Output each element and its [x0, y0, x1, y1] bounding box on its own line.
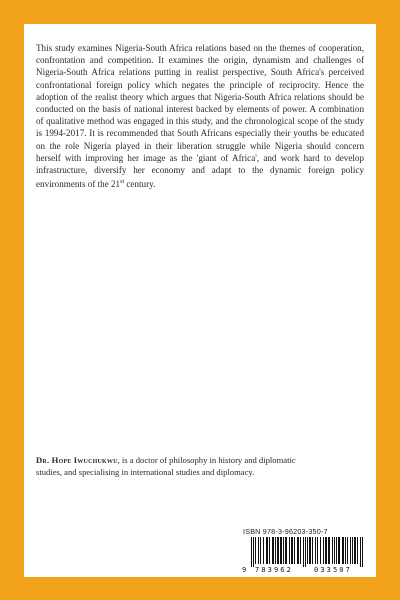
barcode-bar	[315, 537, 316, 564]
barcode-bar	[352, 537, 353, 564]
barcode-bar	[307, 537, 308, 564]
barcode-icon	[243, 537, 367, 567]
barcode-bar	[263, 537, 264, 564]
barcode-bar	[323, 537, 324, 564]
barcode-box	[237, 525, 376, 577]
back-cover-panel	[24, 24, 376, 577]
barcode-bar	[350, 537, 351, 564]
barcode-digit-first: 9	[242, 566, 247, 574]
abstract-body: This study examines Nigeria-South Africa relations based on the themes of cooperation, confrontation and competition. It examines the origin, dynamism and challenges of Nigeria-South Africa relations putting in realist perspective, South Africa's perceived confrontational foreign policy which negates the principle of reciprocity. Hence the adoption of the realist theory which argues that Nigeria-South Africa relations should be conducted on the basis of national interest backed by elements of power. A combination of qualitative method was engaged in this study, and the chronological scope of the study is 1994-2017. It is recommended that South Africans especially their youths be educated on the role Nigeria played in their liberation struggle while Nigeria should concern herself with improving her image as the 'giant of Africa', and work hard to develop infrastructure, diversify her economy and adapt to the dynamic foreign policy environments of the 21	[36, 43, 364, 190]
barcode-bar	[328, 537, 330, 564]
barcode-bar	[312, 537, 313, 564]
author-bio-text: , is a doctor of philosophy in history and diplomatic studies, and specialising in international studies and diplomacy.	[36, 455, 296, 477]
barcode-bar	[260, 537, 261, 564]
isbn-label: ISBN 978-3-96203-350-7	[243, 527, 328, 536]
barcode-digits-left: 783962	[255, 566, 293, 574]
barcode-bar	[336, 537, 337, 564]
barcode-bar	[258, 537, 259, 564]
barcode-bar	[309, 537, 311, 564]
barcode-bar	[338, 537, 340, 564]
abstract-text	[36, 42, 364, 190]
barcode-bar	[289, 537, 290, 564]
author-name: Dr. Hope Iwuchukwu	[36, 455, 118, 465]
barcode-bar	[347, 537, 348, 564]
barcode-bar	[317, 537, 318, 564]
barcode-bar	[277, 537, 279, 564]
barcode-digits-right: 033507	[314, 566, 352, 574]
barcode-bar	[253, 537, 254, 567]
barcode-bar	[342, 537, 344, 564]
barcode-bar	[357, 537, 358, 564]
barcode-bar	[303, 537, 304, 567]
barcode-bar	[320, 537, 321, 564]
barcode-bar	[275, 537, 276, 564]
barcode-bar	[251, 537, 252, 567]
barcode-bar	[325, 537, 327, 564]
barcode-bar	[345, 537, 346, 564]
abstract-superscript: st	[120, 179, 125, 186]
barcode-bar	[266, 537, 268, 564]
barcode-bar	[332, 537, 333, 564]
barcode-bar	[362, 537, 363, 567]
barcode-bar	[283, 537, 284, 564]
barcode-bar	[291, 537, 293, 564]
barcode-bar	[272, 537, 274, 564]
barcode-bar	[354, 537, 356, 564]
barcode-bar	[360, 537, 361, 567]
barcode-bar	[300, 537, 301, 564]
author-bio	[36, 455, 306, 478]
barcode-bar	[297, 537, 299, 564]
barcode-bar	[294, 537, 295, 564]
barcode-bar	[255, 537, 256, 564]
abstract-end: century.	[124, 179, 156, 190]
barcode-bar	[305, 537, 306, 567]
barcode-bar	[269, 537, 270, 564]
barcode-bar	[285, 537, 287, 564]
barcode-bar	[280, 537, 282, 564]
barcode-bar	[334, 537, 335, 564]
